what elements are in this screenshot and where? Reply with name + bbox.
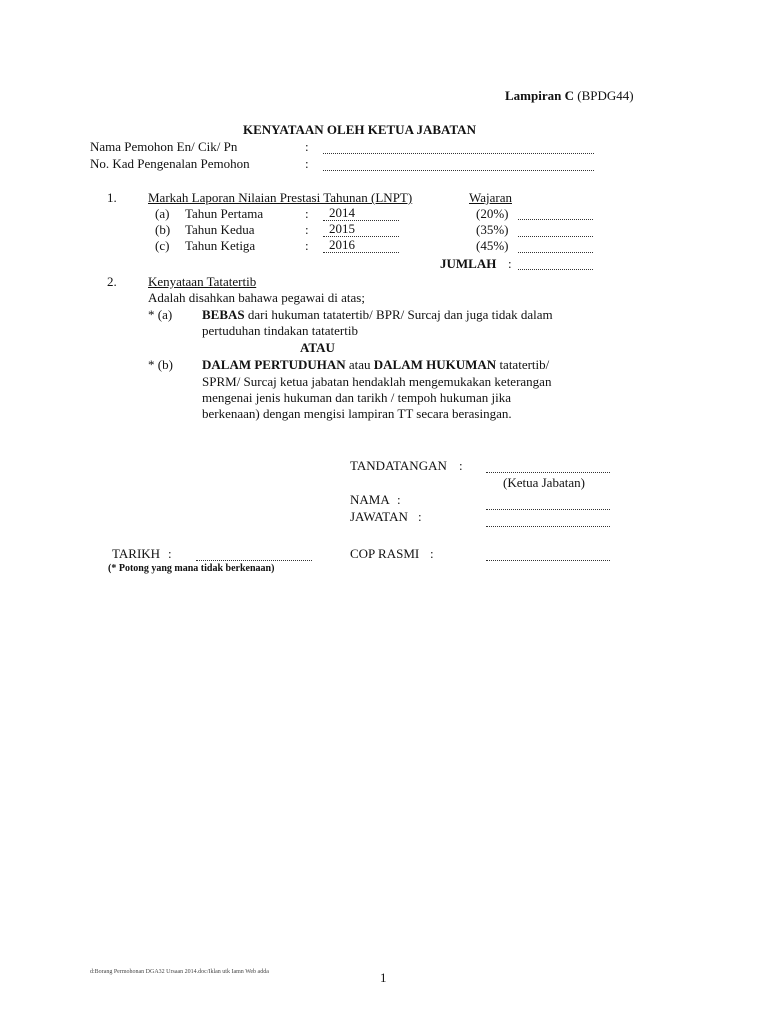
section2-heading: Kenyataan Tatatertib (148, 274, 257, 289)
row-c-colon: : (305, 238, 309, 253)
row-b-key: (b) (155, 222, 171, 237)
applicant-ic-label: No. Kad Pengenalan Pemohon (90, 156, 250, 171)
option-b-key: * (b) (148, 357, 173, 372)
name-label: NAMA (350, 492, 390, 507)
applicant-name-colon: : (305, 139, 309, 154)
row-b-year-field[interactable]: 2015 (323, 222, 399, 237)
appendix-code: (BPDG44) (577, 88, 634, 103)
total-colon: : (508, 256, 512, 271)
option-a-text1: dari hukuman tatatertib/ BPR/ Surcaj dan juga tidak dalam (244, 307, 553, 322)
row-c-score-field[interactable] (518, 252, 593, 253)
total-label: JUMLAH (440, 256, 497, 271)
row-b-weight: (35%) (476, 222, 509, 237)
applicant-name-field[interactable] (323, 153, 594, 154)
footnote: (* Potong yang mana tidak berkenaan) (108, 563, 275, 574)
option-b-text4: berkenaan) dengan mengisi lampiran TT secara berasingan. (202, 406, 512, 421)
date-label: TARIKH (112, 546, 161, 561)
section1-heading: Markah Laporan Nilaian Prestasi Tahunan (LNPT) (148, 190, 413, 205)
section2-number: 2. (107, 274, 117, 289)
row-a-key: (a) (155, 206, 170, 221)
stamp-colon: : (430, 546, 434, 561)
row-c-weight: (45%) (476, 238, 509, 253)
row-a-score-field[interactable] (518, 219, 593, 220)
date-colon: : (168, 546, 172, 561)
head-name-field[interactable] (486, 509, 610, 510)
applicant-name-label: Nama Pemohon En/ Cik/ Pn (90, 139, 238, 154)
position-label: JAWATAN (350, 509, 408, 524)
document-title: KENYATAAN OLEH KETUA JABATAN (243, 122, 476, 137)
row-a-weight: (20%) (476, 206, 509, 221)
stamp-field[interactable] (486, 560, 610, 561)
row-b-score-field[interactable] (518, 236, 593, 237)
head-of-department-label: (Ketua Jabatan) (503, 475, 585, 490)
section2-intro: Adalah disahkan bahawa pegawai di atas; (148, 290, 365, 305)
option-a-bold: BEBAS (202, 307, 245, 322)
row-a-year-field[interactable]: 2014 (323, 206, 399, 221)
stamp-label: COP RASMI (350, 546, 420, 561)
row-c-year-field[interactable]: 2016 (323, 238, 399, 253)
option-b-text3: mengenai jenis hukuman dan tarikh / tempoh hukuman jika (202, 390, 512, 405)
page-number: 1 (380, 970, 387, 985)
signature-field[interactable] (486, 472, 610, 473)
option-a-key: * (a) (148, 307, 173, 322)
option-b-bold1: DALAM PERTUDUHAN (202, 357, 346, 372)
signature-colon: : (459, 458, 463, 473)
row-a-label: Tahun Pertama (185, 206, 264, 221)
option-a-text2: pertuduhan tindakan tatatertib (202, 323, 358, 338)
row-b-label: Tahun Kedua (185, 222, 255, 237)
position-field[interactable] (486, 526, 610, 527)
row-b-colon: : (305, 222, 309, 237)
appendix-label: Lampiran C (505, 88, 574, 103)
option-b-bold2: DALAM HUKUMAN (373, 357, 497, 372)
or-label: ATAU (300, 340, 335, 355)
name-colon: : (397, 492, 401, 507)
appendix-header (505, 88, 634, 104)
section1-number: 1. (107, 190, 117, 205)
file-path-footer: d:Borang Permohonan DGA32 Ursaan 2014.doc/Iklan utk Iamn Web adda (90, 969, 269, 975)
row-c-label: Tahun Ketiga (185, 238, 256, 253)
option-b-text1: tatatertib/ (496, 357, 550, 372)
row-c-key: (c) (155, 238, 170, 253)
weight-heading: Wajaran (469, 190, 512, 205)
signature-label: TANDATANGAN (350, 458, 447, 473)
total-field[interactable] (518, 269, 593, 270)
applicant-ic-field[interactable] (323, 170, 594, 171)
option-b-text2: SPRM/ Surcaj ketua jabatan hendaklah mengemukakan keterangan (202, 374, 552, 389)
option-b-line1 (202, 357, 549, 373)
applicant-ic-colon: : (305, 156, 309, 171)
option-a-line1 (202, 307, 553, 323)
option-b-mid: atau (345, 357, 374, 372)
date-field[interactable] (196, 560, 312, 561)
row-a-colon: : (305, 206, 309, 221)
position-colon: : (418, 509, 422, 524)
